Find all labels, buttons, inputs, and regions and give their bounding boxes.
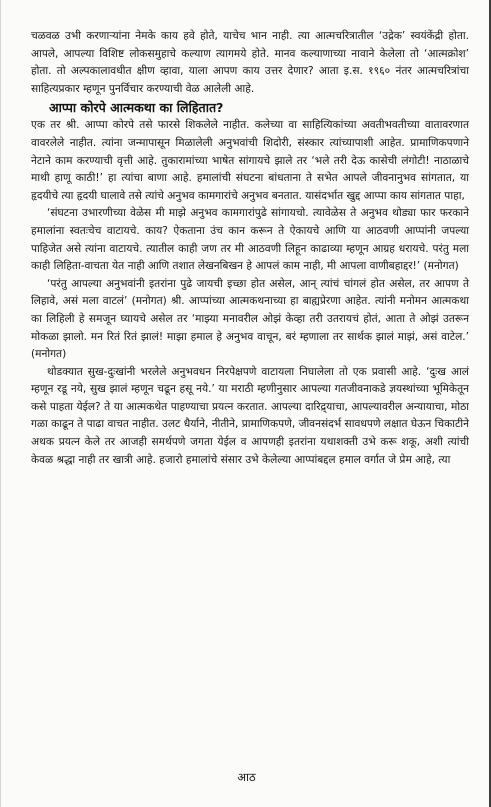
- quote-paragraph-1: ‘संघटना उभारणीच्या वेळेस मी माझे अनुभव कामगारांपुढे सांगायचो. त्यावेळेस ते अनुभव थोड्या फार फरकाने हमालांना स्वतःचेच वाटायचे. काय? ऐकताना उंच कान करून ते ऐकायचे आणि या आठवणी आप्पांनी जपल्या पाहिजेत असे त्यांना वाटायचे. त्यातील काही जण तर मी आठवणी लिहून काढाव्या म्हणून आग्रह धरायचे. परंतु मला काही लिहिता-वाचता येत नाही आणि तशात लेखनबिखन हे आपलं काम नाही, मी आपला वाणीबहाद्दर!’ (मनोगत): [31, 207, 469, 273]
- page-number: आठ: [237, 770, 256, 784]
- page-text: [31, 28, 469, 469]
- paragraph-2: थोडक्यात सुख-दुःखांनी भरलेले अनुभवधन निरपेक्षपणे वाटायला निघालेला तो एक प्रवासी आहे. ‘दुःख आलं म्हणून रडू नये, सुख झालं म्हणून चढून हसू नये.’ या मराठी म्हणीनुसार आपल्या गतजीवनाकडे ज्ञयस्थांच्या भूमिकेतून कसे पाहता येईल? ते या आत्मकथेत पाहण्याचा प्रयत्न करतात. आपल्या दारिद्र्याचा, आपल्यावरील अन्यायाचा, मोठा गळा काढून ते पाढा वाचत नाहीत. उलट धैर्याने, नीतीने, प्रामाणिकपणे, जीवनसंदर्भ सावधपणे लक्षात घेऊन चिकाटीने अथक प्रयत्न केले तर आजही समर्थपणे जगता येईल व आपणही इतरांना यथाशक्ती उभे करू शकू, अशी त्यांची केवळ श्रद्धा नाही तर खात्री आहे. हजारो हमालांचे संसार उभे केलेल्या आप्पांबद्दल हमाल वर्गात जे प्रेम आहे, त्या: [31, 365, 469, 466]
- paragraph-1: एक तर श्री. आप्पा कोरपे तसे फारसे शिकलेले नाहीत. कलेच्या वा साहित्यिकांच्या अवतीभवतीच्या वातावरणात वावरलेले नाहीत. त्यांना जन्मापासून मिळालेली अनुभवांची शिदोरी, संस्कार त्यांच्यापाशी आहेत. प्रामाणिकपणाने नेटाने काम करण्याची वृत्ती आहे. तुकारामांच्या भाषेत सांगायचे झाले तर ‘भले तरी देऊ कासेची लंगोटी! नाठाळाचे माथी हाणू काठी!’ हा त्यांचा बाणा आहे. हमालांची संघटना बांधताना ते सभेत आपले जीवनानुभव सांगतात, या हृदयीचे त्या हृदयी घालावे तसे त्यांचे अनुभव कामगारांचे अनुभव बनतात. यासंदर्भात खुद्द आप्पा काय सांगतात पाहा,: [31, 119, 469, 202]
- paragraph-intro: चळवळ उभी करणाऱ्यांना नेमके काय हवे होते, याचेच भान नाही. त्या आत्मचरित्रातील ‘उद्रेक’ स्वयंकेंद्री होता. आपले, आपल्या विशिष्ट लोकसमुहाचे कल्याण त्यागमये होते. मानव कल्याणाच्या नावाने केलेला तो ‘आत्मक्रोश’ होता. तो अल्पकालावधीत क्षीण व्हावा, याला आपण काय उत्तर देणार? आता इ.स. १९६० नंतर आत्मचरित्रांचा साहित्यप्रकार म्हणून पुनर्विचार करण्याची वेळ आलेली आहे.: [31, 30, 469, 95]
- quote-paragraph-2: ‘परंतु आपल्या अनुभवांनी इतरांना पुढे जायची इच्छा होत असेल, आन् त्यांचं चांगलं होत असेल, तर आपण ते लिहावे, असं मला वाटलं’ (मनोगत) श्री. आप्पांच्या आत्मकथनाच्या हा बाह्यप्रेरणा आहेत. त्यांनी मनोमन आत्मकथा का लिहिली हे समजून घ्यायचे असेल तर ‘माझ्या मनावरील ओझं केव्हा तरी उतरायचं होतं, आता ते ओझं उतरून मोकळा झालो. मन रितं रितं झालं! माझा हमाल हे अनुभव वाचून, बरं म्हणाला तर सार्थक झालं माझं, असं वाटेल.’ (मनोगत): [31, 277, 469, 361]
- section-heading: आप्पा कोरपे आत्मकथा का लिहितात?: [49, 100, 224, 116]
